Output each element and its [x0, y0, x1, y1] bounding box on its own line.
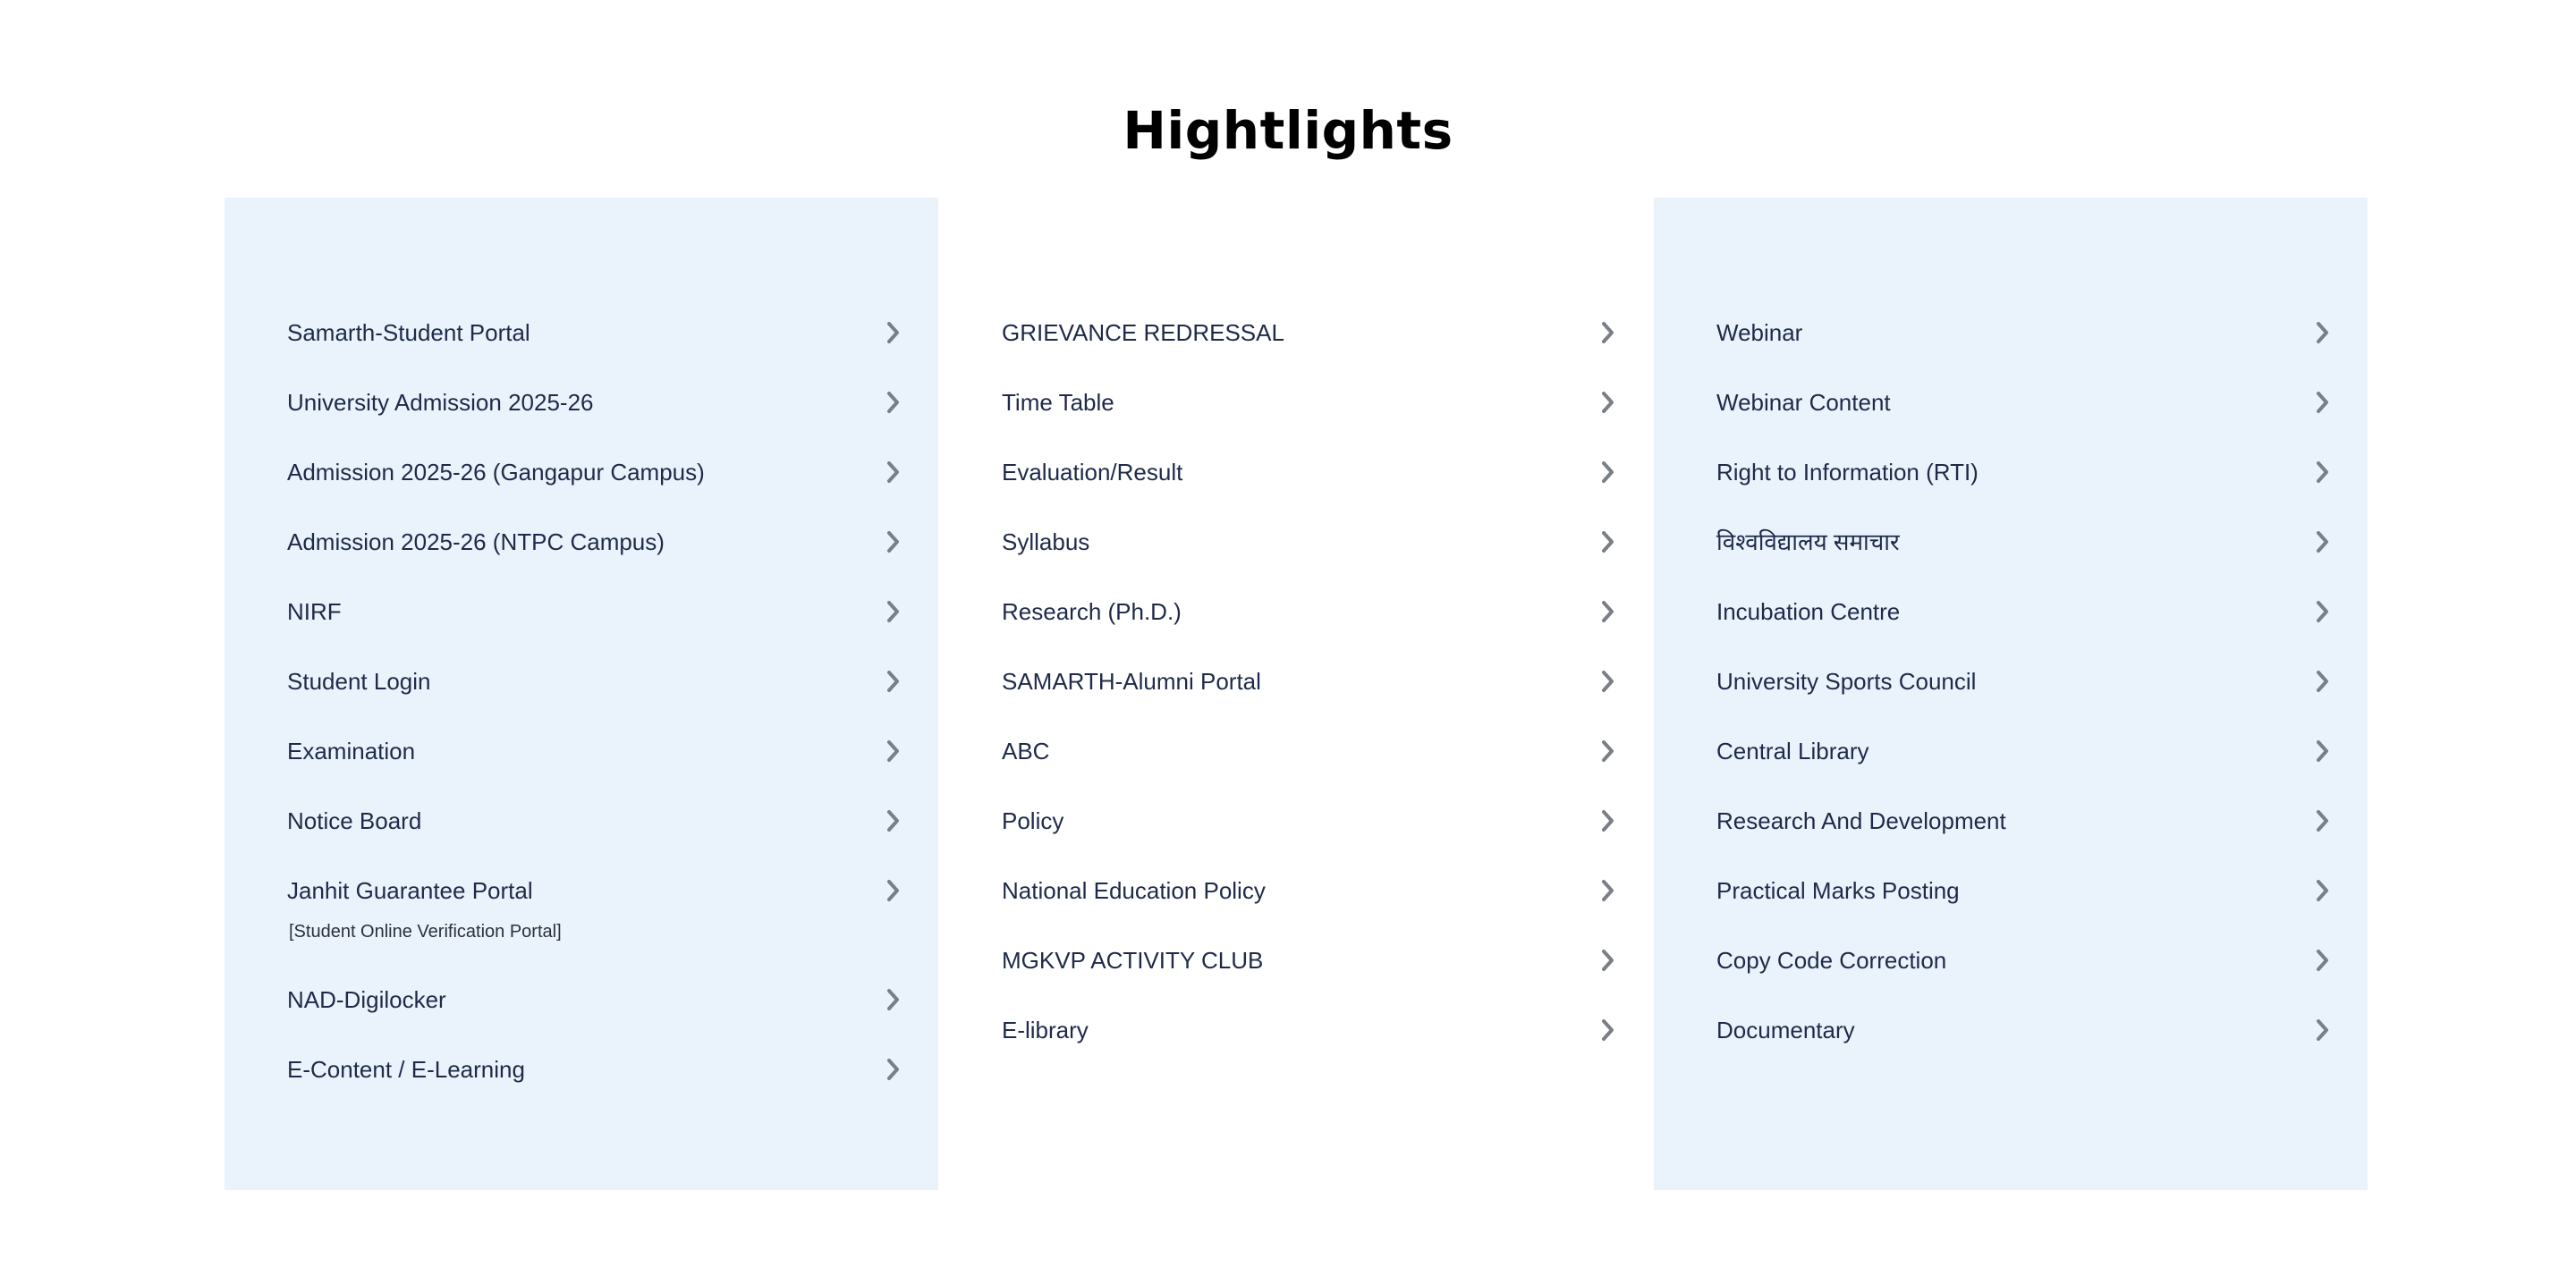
highlight-link-label: Incubation Centre: [1716, 598, 1901, 625]
chevron-right-icon: [1596, 995, 1621, 1065]
highlight-link-evaluation-result[interactable]: [1002, 437, 1621, 507]
highlight-link-notice-board[interactable]: [287, 786, 906, 856]
highlight-link-nad-digilocker[interactable]: [287, 965, 906, 1035]
chevron-right-icon: [2310, 856, 2335, 925]
highlight-link-label: Right to Information (RTI): [1716, 459, 1979, 486]
highlight-link-university-admission-2025-26[interactable]: [287, 367, 906, 437]
highlight-link-label: Documentary: [1716, 1017, 1855, 1043]
chevron-right-icon: [881, 367, 906, 437]
highlight-link-label: NIRF: [287, 598, 342, 625]
highlight-link-syllabus[interactable]: [1002, 507, 1621, 577]
highlight-link-label: Time Table: [1002, 389, 1114, 416]
highlight-link-label: Research And Development: [1716, 807, 2006, 834]
chevron-right-icon: [2310, 437, 2335, 507]
highlight-link-research-ph-d[interactable]: [1002, 577, 1621, 646]
highlight-link-label: Practical Marks Posting: [1716, 877, 1960, 904]
chevron-right-icon: [881, 437, 906, 507]
highlight-link-grievance-redressal[interactable]: [1002, 298, 1621, 367]
chevron-right-icon: [2310, 367, 2335, 437]
highlight-link-label: Research (Ph.D.): [1002, 598, 1182, 625]
chevron-right-icon: [1596, 716, 1621, 786]
highlight-link-label: MGKVP ACTIVITY CLUB: [1002, 947, 1264, 974]
highlight-link-policy[interactable]: [1002, 786, 1621, 856]
highlight-link-label: Admission 2025-26 (Gangapur Campus): [287, 459, 705, 486]
chevron-right-icon: [881, 507, 906, 577]
chevron-right-icon: [1596, 507, 1621, 577]
chevron-right-icon: [1596, 577, 1621, 646]
highlight-link-nirf[interactable]: [287, 577, 906, 646]
chevron-right-icon: [1596, 786, 1621, 856]
highlight-link-e-library[interactable]: [1002, 995, 1621, 1065]
link-list: [287, 298, 906, 1104]
highlight-link-label: Central Library: [1716, 738, 1869, 764]
highlight-link-label: Student Login: [287, 668, 431, 695]
highlight-link-label: Janhit Guarantee Portal: [287, 877, 533, 904]
highlight-link-janhit-guarantee-portal[interactable]: [287, 856, 906, 925]
highlight-link-label: Webinar Content: [1716, 389, 1891, 416]
chevron-right-icon: [2310, 786, 2335, 856]
highlight-link-research-and-development[interactable]: [1716, 786, 2335, 856]
chevron-right-icon: [881, 716, 906, 786]
highlight-link-label: Syllabus: [1002, 528, 1090, 555]
chevron-right-icon: [881, 298, 906, 367]
highlights-column-3: [1654, 198, 2368, 1190]
highlight-link-university-sports-council[interactable]: [1716, 646, 2335, 716]
highlight-link-label: National Education Policy: [1002, 877, 1266, 904]
highlight-link-label: E-Content / E-Learning: [287, 1056, 525, 1083]
chevron-right-icon: [1596, 298, 1621, 367]
highlights-column-1: [225, 198, 938, 1190]
chevron-right-icon: [2310, 298, 2335, 367]
highlights-column-2: [939, 198, 1653, 1190]
link-list: [1002, 298, 1621, 1065]
highlight-link-label: GRIEVANCE REDRESSAL: [1002, 319, 1284, 346]
highlight-link-label: University Admission 2025-26: [287, 389, 594, 416]
chevron-right-icon: [1596, 856, 1621, 925]
chevron-right-icon: [1596, 646, 1621, 716]
highlight-link-label: NAD-Digilocker: [287, 986, 446, 1013]
chevron-right-icon: [881, 856, 906, 925]
highlight-link-abc[interactable]: [1002, 716, 1621, 786]
highlight-link-copy-code-correction[interactable]: [1716, 925, 2335, 995]
highlight-link-practical-marks-posting[interactable]: [1716, 856, 2335, 925]
chevron-right-icon: [881, 577, 906, 646]
highlight-link-student-login[interactable]: [287, 646, 906, 716]
highlight-link-label: Webinar: [1716, 319, 1803, 346]
chevron-right-icon: [881, 786, 906, 856]
chevron-right-icon: [881, 965, 906, 1035]
highlight-link-samarth-student-portal[interactable]: [287, 298, 906, 367]
highlight-link-label: Policy: [1002, 807, 1064, 834]
chevron-right-icon: [881, 646, 906, 716]
highlight-link-right-to-information-rti[interactable]: [1716, 437, 2335, 507]
chevron-right-icon: [2310, 646, 2335, 716]
highlight-link-label: SAMARTH-Alumni Portal: [1002, 668, 1261, 695]
highlight-link-label: Samarth-Student Portal: [287, 319, 530, 346]
page-title: Hightlights: [1123, 100, 1453, 161]
chevron-right-icon: [881, 1035, 906, 1104]
highlight-link-note: [Student Online Verification Portal]: [289, 922, 562, 942]
highlight-link-label: Copy Code Correction: [1716, 947, 1947, 974]
highlight-link-webinar[interactable]: [1716, 298, 2335, 367]
chevron-right-icon: [1596, 437, 1621, 507]
link-list: [1716, 298, 2335, 1065]
highlight-link-webinar-content[interactable]: [1716, 367, 2335, 437]
highlight-link-admission-2025-26-gangapur-campus[interactable]: [287, 437, 906, 507]
chevron-right-icon: [2310, 995, 2335, 1065]
highlight-link-time-table[interactable]: [1002, 367, 1621, 437]
highlight-link-e-content-e-learning[interactable]: [287, 1035, 906, 1104]
highlight-link-label: Examination: [287, 738, 416, 764]
highlight-link-admission-2025-26-ntpc-campus[interactable]: [287, 507, 906, 577]
highlight-link-mgkvp-activity-club[interactable]: [1002, 925, 1621, 995]
chevron-right-icon: [1596, 367, 1621, 437]
highlight-link-label: University Sports Council: [1716, 668, 1977, 695]
highlight-link-label: ABC: [1002, 738, 1050, 764]
highlight-link-item[interactable]: [1716, 507, 2335, 577]
highlight-link-label: Evaluation/Result: [1002, 459, 1183, 486]
highlight-link-national-education-policy[interactable]: [1002, 856, 1621, 925]
highlight-link-label: Notice Board: [287, 807, 422, 834]
highlight-link-documentary[interactable]: [1716, 995, 2335, 1065]
highlight-link-label: E-library: [1002, 1017, 1089, 1043]
highlight-link-label: Admission 2025-26 (NTPC Campus): [287, 528, 665, 555]
chevron-right-icon: [2310, 507, 2335, 577]
highlight-link-incubation-centre[interactable]: [1716, 577, 2335, 646]
highlights-columns: [225, 198, 2368, 1190]
chevron-right-icon: [2310, 925, 2335, 995]
highlight-link-central-library[interactable]: [1716, 716, 2335, 786]
chevron-right-icon: [2310, 716, 2335, 786]
highlight-link-examination[interactable]: [287, 716, 906, 786]
highlight-link-label: विश्वविद्यालय समाचार: [1716, 528, 1900, 555]
chevron-right-icon: [2310, 577, 2335, 646]
chevron-right-icon: [1596, 925, 1621, 995]
highlight-link-samarth-alumni-portal[interactable]: [1002, 646, 1621, 716]
